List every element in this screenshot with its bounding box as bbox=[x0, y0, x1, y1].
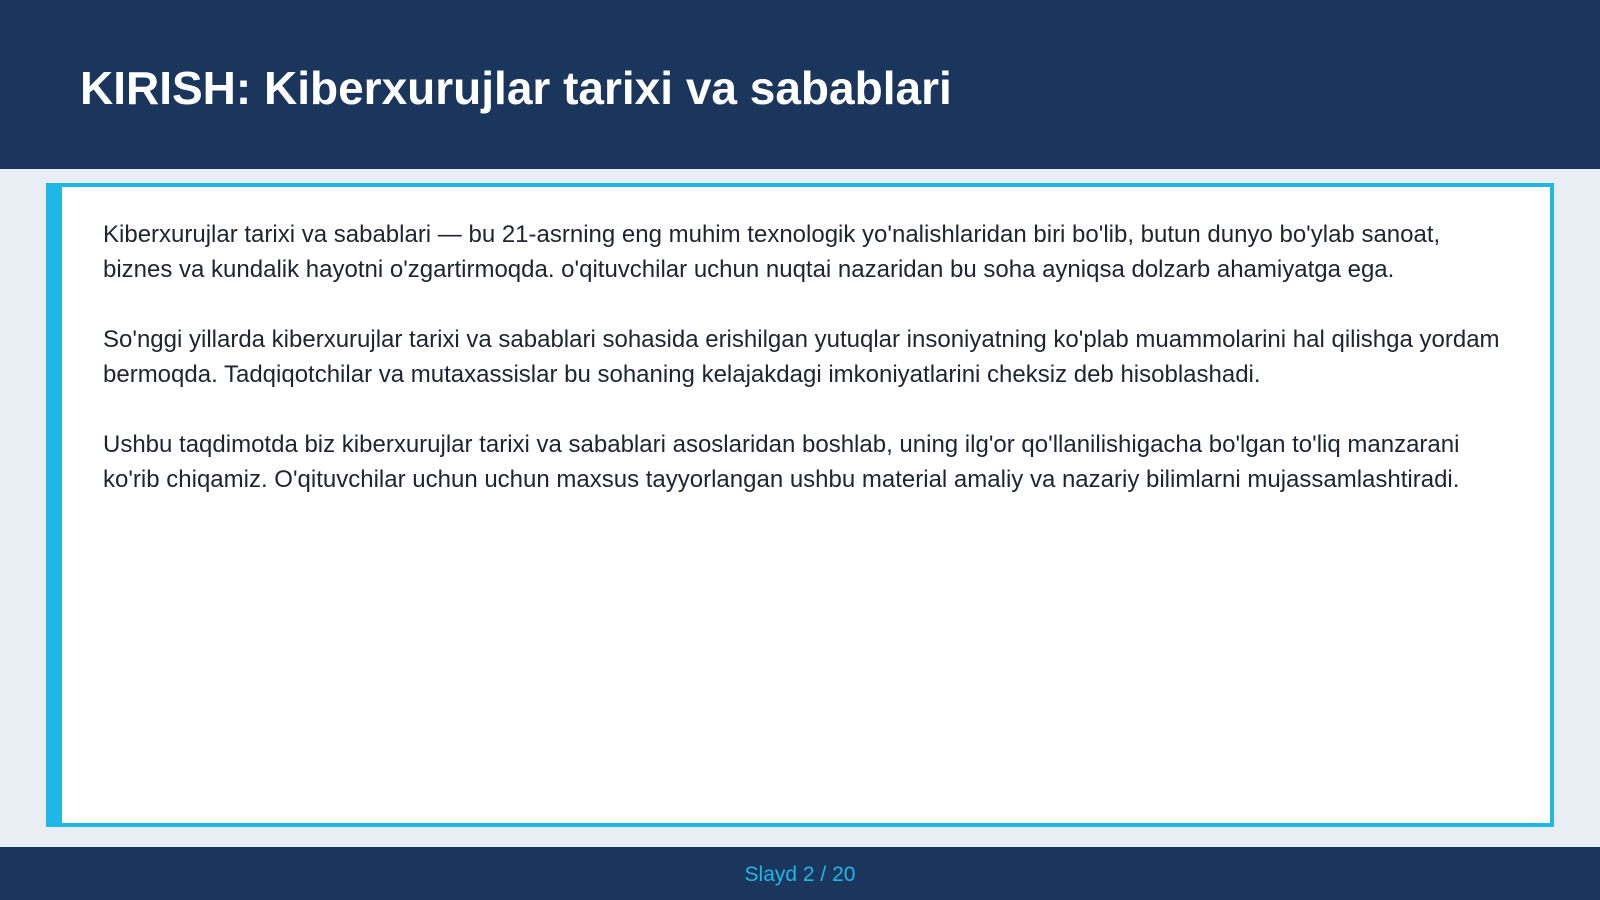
paragraph-3: Ushbu taqdimotda biz kiberxurujlar tarixi va sabablari asoslaridan boshlab, uning ilg'or qo'llanilishigacha bo'lgan to'liq manzarani ko'rib chiqamiz. O'qituvchilar uchun uchun maxsus tayyorlangan ushbu material amaliy va nazariy bilimlarni mujassamlashtiradi. bbox=[103, 431, 1460, 493]
slide-header bbox=[0, 0, 1600, 169]
slide-title: KIRISH: Kiberxurujlar tarixi va sabablari bbox=[80, 62, 952, 114]
content-body bbox=[103, 217, 1513, 532]
slide-counter: Slayd 2 / 20 bbox=[744, 863, 856, 886]
slide-footer bbox=[0, 847, 1600, 900]
content-card bbox=[46, 183, 1554, 827]
paragraph-1: Kiberxurujlar tarixi va sabablari — bu 21-asrning eng muhim texnologik yo'nalishlaridan biri bo'lib, butun dunyo bo'ylab sanoat, biznes va kundalik hayotni o'zgartirmoqda. o'qituvchilar uchun nuqtai nazaridan bu soha ayniqsa dolzarb ahamiyatga ega. bbox=[103, 221, 1441, 283]
paragraph-2: So'nggi yillarda kiberxurujlar tarixi va sabablari sohasida erishilgan yutuqlar insoniyatning ko'plab muammolarini hal qilishga yordam bermoqda. Tadqiqotchilar va mutaxassislar bu sohaning kelajakdagi imkoniyatlarini cheksiz deb hisoblashadi. bbox=[103, 326, 1500, 388]
